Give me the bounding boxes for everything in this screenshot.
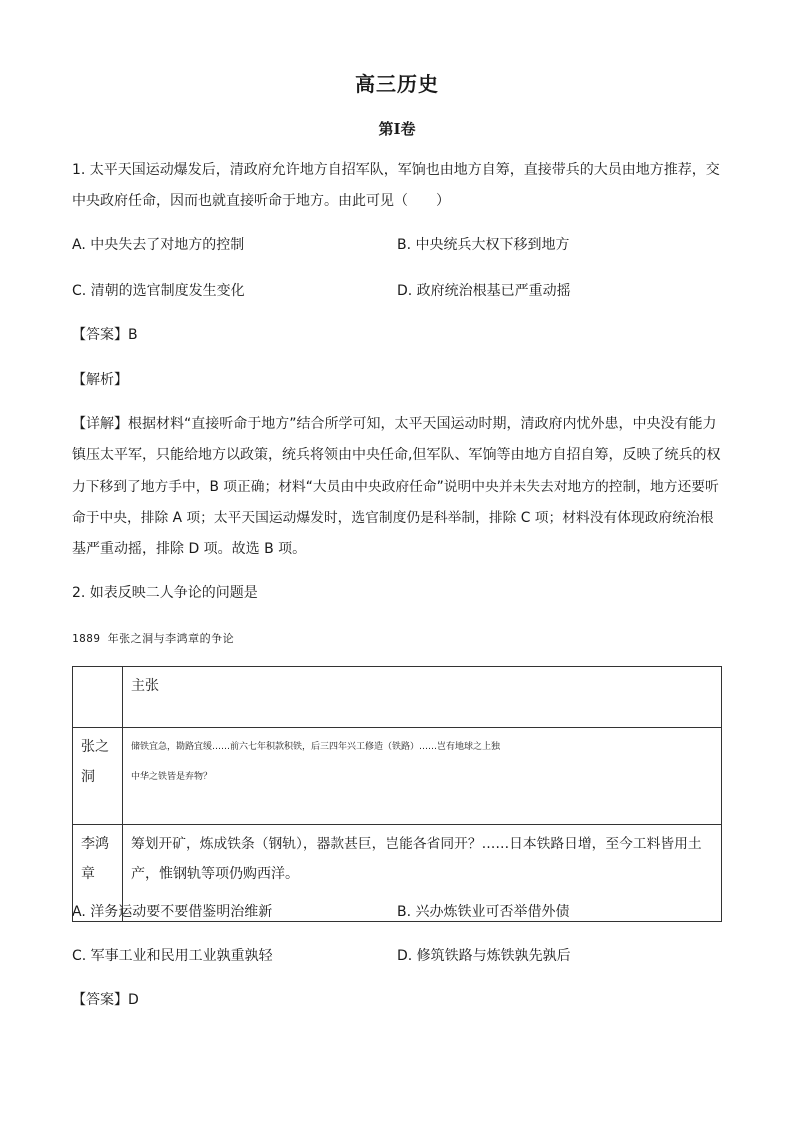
q1-detail-line-2: 镇压太平军，只能给地方以政策，统兵将领由中央任命,但军队、军饷等由地方自招自筹，反映了统兵的权 (72, 447, 721, 463)
content-line: 筹划开矿，炼成铁条（钢轨），器款甚巨，岂能各省同开？……日本铁路日增，至今工料皆用土 (131, 836, 702, 852)
q2-option-b: B. 兴办炼铁业可否举借外债 (397, 904, 570, 920)
q1-detail-line-4: 命于中央，排除 A 项；太平天国运动爆发时，选官制度仍是科举制，排除 C 项；材料没有体现政府统治根 (72, 510, 714, 526)
table-header-row (73, 667, 722, 728)
q1-analysis-label: 【解析】 (72, 372, 128, 388)
q1-option-c: C. 清朝的选官制度发生变化 (72, 283, 245, 299)
q1-answer-value: B (128, 327, 138, 343)
q2-answer-label: 【答案】 (72, 992, 128, 1008)
q1-answer-label: 【答案】 (72, 327, 128, 343)
q2-stem: 2. 如表反映二人争论的问题是 (72, 585, 258, 601)
q1-detail-line-3: 力下移到了地方手中，B 项正确；材料“大员由中央政府任命”说明中央并未失去对地方的控制，地方还要听 (72, 479, 719, 495)
name-line: 张之 (81, 739, 109, 755)
q1-option-b: B. 中央统兵大权下移到地方 (397, 237, 570, 253)
table-content-cell (123, 728, 722, 825)
q2-answer-value: D (128, 992, 139, 1008)
section-title: 第I卷 (378, 120, 416, 138)
page-title: 高三历史 (355, 72, 439, 96)
content-line: 产，惟钢轨等项仍购西洋。 (131, 866, 299, 882)
q1-stem-line-2: 中央政府任命，因而也就直接听命于地方。由此可见（ ） (72, 193, 450, 209)
table-header-cell: 主张 (123, 667, 722, 728)
q1-detail-line-1: 【详解】根据材料“直接听命于地方”结合所学可知，太平天国运动时期，清政府内忧外患，中央没有能力 (72, 416, 717, 432)
content-line: 储铁宜急，勘路宜缓……前六七年积款积铁，后三四年兴工修造（铁路）……岂有地球之上独 (131, 742, 501, 752)
name-line: 章 (81, 866, 95, 882)
q1-stem-line-1: 1. 太平天国运动爆发后，清政府允许地方自招军队，军饷也由地方自筹，直接带兵的大员由地方推荐，交 (72, 162, 720, 178)
content-line: 中华之铁皆是弃物？ (131, 772, 213, 782)
table-row (73, 728, 722, 825)
table-name-cell (73, 728, 123, 825)
q2-option-d: D. 修筑铁路与炼铁孰先孰后 (397, 948, 571, 964)
q1-answer (72, 325, 724, 345)
q2-option-c: C. 军事工业和民用工业孰重孰轻 (72, 948, 273, 964)
q2-answer (72, 990, 724, 1010)
q1-option-d: D. 政府统治根基已严重动摇 (397, 283, 571, 299)
debate-table (72, 666, 722, 922)
name-line: 李鸿 (81, 836, 109, 852)
q2-option-a: A. 洋务运动要不要借鉴明治维新 (72, 904, 273, 920)
table-header-empty-cell (73, 667, 123, 728)
q1-detail-line-5: 基严重动摇，排除 D 项。故选 B 项。 (72, 541, 307, 557)
q1-option-a: A. 中央失去了对地方的控制 (72, 237, 245, 253)
q2-table-caption: 1889 年张之洞与李鸿章的争论 (72, 632, 235, 645)
name-line: 洞 (81, 769, 95, 785)
